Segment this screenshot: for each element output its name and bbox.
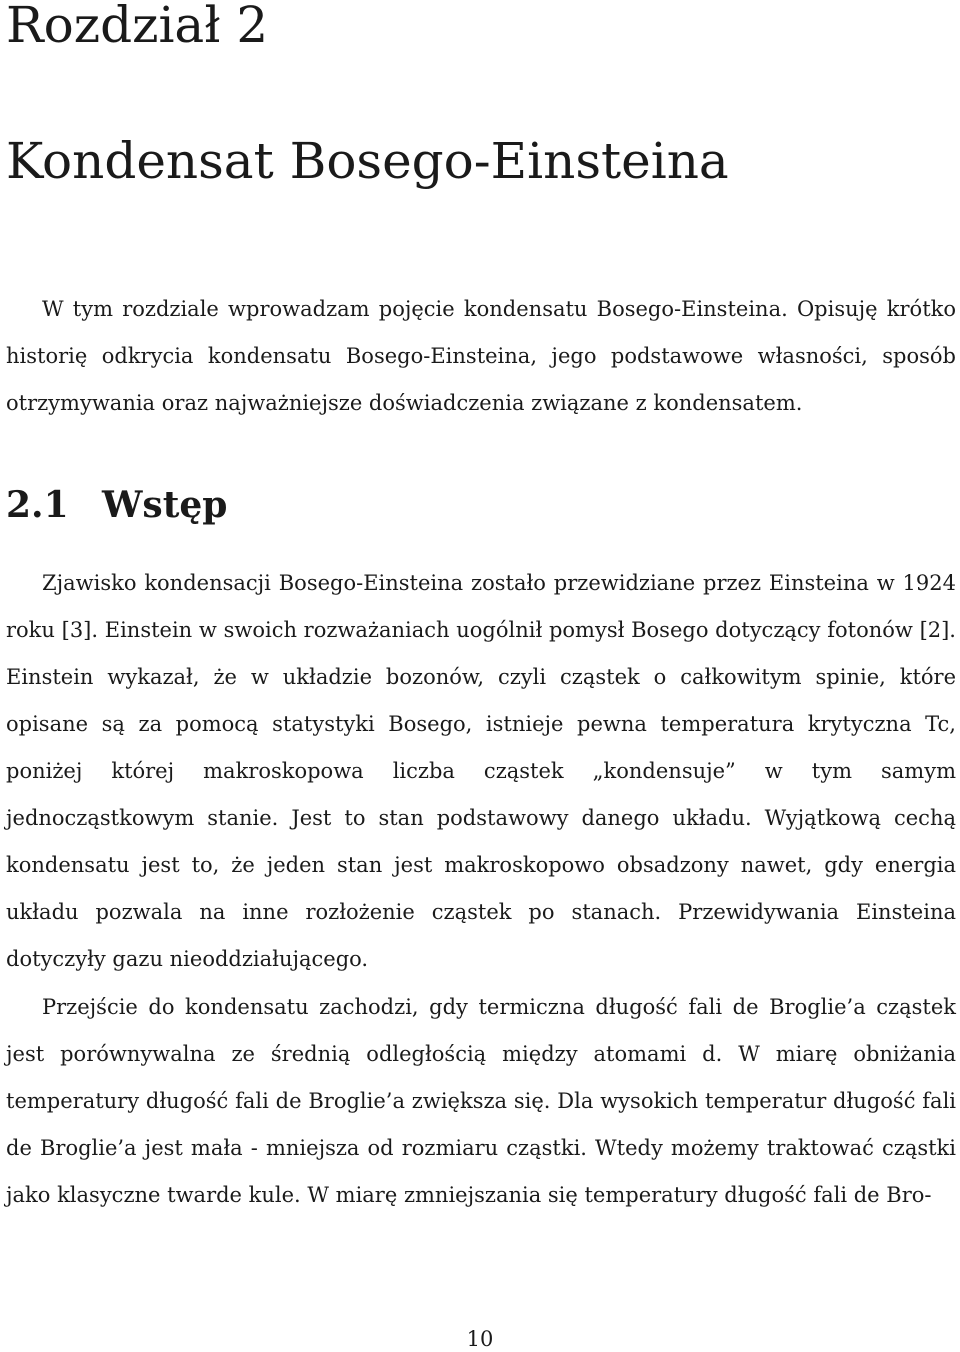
- intro-paragraph: W tym rozdziale wprowadzam pojęcie kondensatu Bosego-Einsteina. Opisuję krótko historię odkrycia kondensatu Bosego-Einsteina, jego podstawowe własności, sposób otrzymywania oraz najważniejsze doświadczenia związane z kondensatem.: [6, 297, 956, 415]
- section-heading: [6, 484, 227, 527]
- chapter-label: Rozdział 2: [6, 0, 269, 54]
- page-number: 10: [466, 1327, 494, 1351]
- section-number: 2.1: [6, 484, 69, 526]
- section-title: Wstęp: [102, 484, 228, 526]
- section-paragraph-2: Przejście do kondensatu zachodzi, gdy termiczna długość fali de Broglie’a cząstek jest porównywalna ze średnią odległością między atomami d. W miarę obniżania temperatury długość fali de Broglie’a zwiększa się. Dla wysokich temperatur długość fali de Broglie’a jest mała - mniejsza od rozmiaru cząstki. Wtedy możemy traktować cząstki jako klasyczne twarde kule. W miarę zmniejszania się temperatury długość fali de Bro-: [6, 995, 956, 1207]
- chapter-title: Kondensat Bosego-Einsteina: [6, 132, 729, 190]
- section-paragraph-1: Zjawisko kondensacji Bosego-Einsteina zostało przewidziane przez Einsteina w 1924 roku [3]. Einstein w swoich rozważaniach uogólnił pomysł Bosego dotyczący fotonów [2]. Einstein wykazał, że w układzie bozonów, czyli cząstek o całkowitym spinie, które opisane są za pomocą statystyki Bosego, istnieje pewna temperatura krytyczna Tc, poniżej której makroskopowa liczba cząstek „kondensuje” w tym samym jednocząstkowym stanie. Jest to stan podstawowy danego układu. Wyjątkową cechą kondensatu jest to, że jeden stan jest makroskopowo obsadzony nawet, gdy energia układu pozwala na inne rozłożenie cząstek po stanach. Przewidywania Einsteina dotyczyły gazu nieoddziałującego.: [6, 571, 956, 971]
